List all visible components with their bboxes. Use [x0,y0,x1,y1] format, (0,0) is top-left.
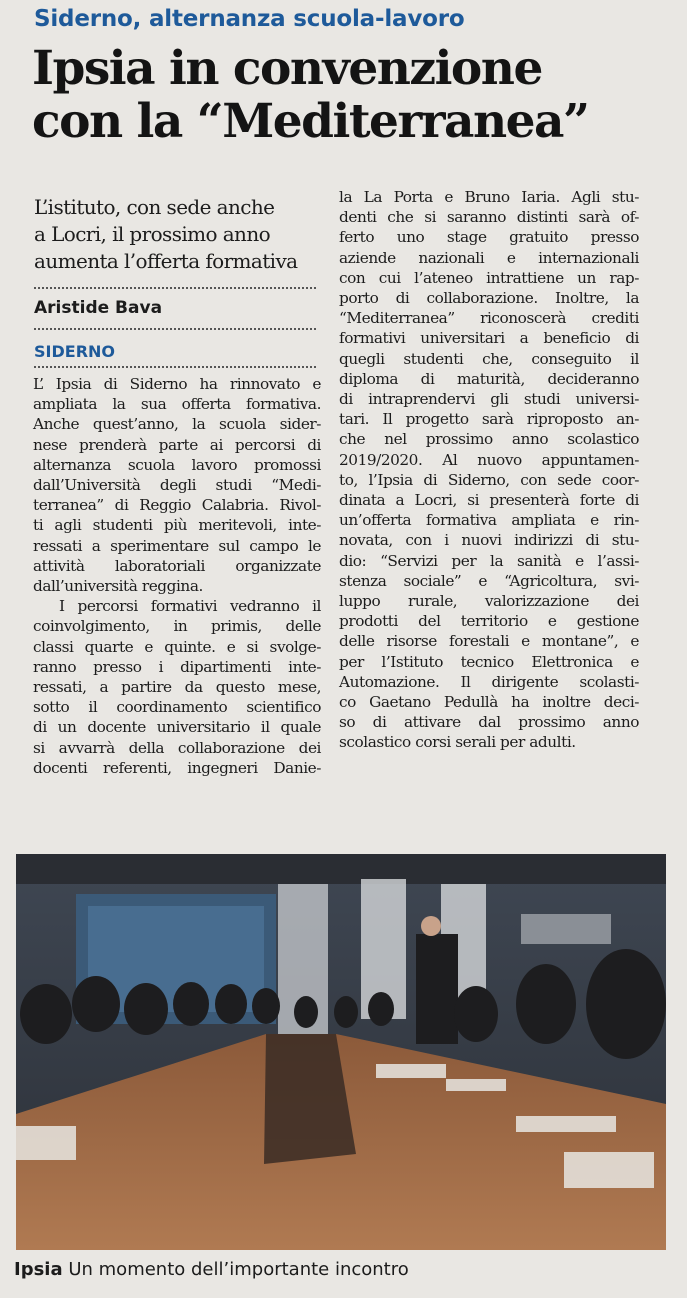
caption-label: Ipsia [14,1259,63,1280]
article-column-1 [33,374,321,778]
body-text-line: to, l’Ipsia di Siderno, con sede coor- [339,470,639,489]
body-text-line: scolastico corsi serali per adulti. [339,733,576,752]
body-text-line: un’offerta formativa ampliata e rin- [339,511,639,530]
body-text-line: che nel prossimo anno scolastico [339,430,639,449]
body-text-line: di un docente universitario il quale [33,718,321,737]
body-text-line: tari. Il progetto sarà riproposto an- [339,410,639,429]
body-text-line: porto di collaborazione. Inoltre, la [339,289,639,308]
body-text-line: coinvolgimento, in primis, delle [33,617,321,636]
body-text-line: ti agli studenti più meritevoli, inte- [33,516,321,535]
body-text-line: terranea” di Reggio Calabria. Rivol- [33,496,321,515]
body-text-line: quegli studenti che, conseguito il [339,349,639,368]
body-text-line: con cui l’ateneo intrattiene un rap- [339,268,639,287]
deck-line-2: a Locri, il prossimo anno [34,222,271,246]
body-text-line: per l’Istituto tecnico Elettronica e [339,652,639,671]
article-dateline: SIDERNO [34,342,115,361]
body-text-line: sotto il coordinamento scientifico [33,698,321,717]
body-text-line: si avvarrà della collaborazione dei [33,738,321,757]
article-kicker: Siderno, alternanza scuola-lavoro [34,6,465,32]
body-text-line: L’ Ipsia di Siderno ha rinnovato e [33,375,321,393]
body-text-line: di intraprendervi gli studi universi- [339,390,639,409]
body-text-line: prodotti del territorio e gestione [339,612,639,631]
divider-dotted [34,328,316,330]
body-text-line: “Mediterranea” riconoscerà crediti [339,309,639,328]
body-text-line: stenza sociale” e “Agricoltura, svi- [339,571,639,590]
body-text-line: delle risorse forestali e montane”, e [339,632,639,651]
body-text-line: ressati a sperimentare sul campo le [33,536,321,555]
body-text-line: denti che si saranno distinti sarà of- [339,208,639,227]
article-photo [16,854,666,1250]
body-text-line: ferto uno stage gratuito presso [339,228,639,247]
body-text-line: novata, con i nuovi indirizzi di stu- [339,531,639,550]
body-text-line: co Gaetano Pedullà ha inoltre deci- [339,693,639,712]
article-column-2 [339,187,639,753]
body-text-line: la La Porta e Bruno Iaria. Agli stu- [339,188,639,206]
body-text-line: classi quarte e quinte. e si svolge- [33,637,321,656]
body-text-line: nese prenderà parte ai percorsi di [33,435,321,454]
divider-dotted [34,287,316,289]
divider-dotted [34,366,316,368]
body-text-line: I percorsi formativi vedranno il [59,597,321,616]
deck-line-1: L’istituto, con sede anche [34,195,275,219]
body-text-line: 2019/2020. Al nuovo appuntamen- [339,450,639,469]
deck-line-3: aumenta l’offerta formativa [34,249,298,273]
body-text-line: dall’università reggina. [33,577,203,596]
body-text-line: attività laboratoriali organizzate [33,556,321,575]
body-text-line: ressati, a partire da questo mese, [33,678,321,697]
body-text-line: ampliata la sua offerta formativa. [33,395,321,414]
body-text-line: dall’Università degli studi “Medi- [33,476,321,495]
article-deck [34,194,324,275]
body-text-line: aziende nazionali e internazionali [339,248,639,267]
article-headline [32,42,672,148]
article-author: Aristide Bava [34,298,163,318]
caption-text: Un momento dell’importante incontro [62,1259,409,1280]
body-text-line: formativi universitari a beneficio di [339,329,639,348]
headline-line-2: con la “Mediterranea” [32,94,589,149]
body-text-line: luppo rurale, valorizzazione dei [339,592,639,611]
body-text-line: Automazione. Il dirigente scolasti- [339,672,639,691]
photo-caption [14,1259,409,1280]
body-text-line: Anche quest’anno, la scuola sider- [33,415,321,434]
body-text-line: ranno presso i dipartimenti inte- [33,657,321,676]
body-text-line: docenti referenti, ingegneri Danie- [33,758,321,777]
body-text-line: diploma di maturità, decideranno [339,369,639,388]
body-text-line: so di attivare dal prossimo anno [339,713,639,732]
body-text-line: dinata a Locri, si presenterà forte di [339,491,639,510]
headline-line-1: Ipsia in convenzione [32,41,542,96]
body-text-line: dio: “Servizi per la sanità e l’assi- [339,551,639,570]
body-text-line: alternanza scuola lavoro promossi [33,455,321,474]
